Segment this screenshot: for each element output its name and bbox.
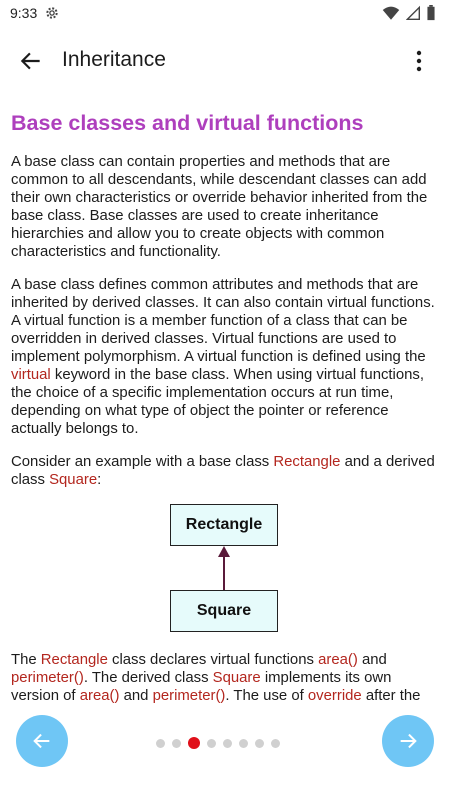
page-dot[interactable] bbox=[156, 739, 165, 748]
previous-page-button[interactable] bbox=[16, 715, 68, 767]
page-indicator bbox=[156, 737, 280, 749]
text-run: class declares virtual functions bbox=[107, 652, 319, 668]
text-run: . The derived class bbox=[83, 670, 213, 686]
text-run: keyword in the base class. When using virtual functions, the choice of a specific implementation occurs at run time, depending on what type of object the pointer or reference actually belongs to. bbox=[11, 367, 425, 437]
text-run: and a derived class bbox=[11, 454, 435, 488]
paragraph-virtual-functions bbox=[11, 276, 441, 438]
paragraph-explanation bbox=[11, 651, 441, 705]
keyword-override: override bbox=[307, 688, 362, 704]
more-vert-icon[interactable] bbox=[408, 48, 430, 74]
keyword-rectangle: Rectangle bbox=[40, 652, 108, 668]
gear-icon bbox=[44, 5, 60, 21]
keyword-area: area() bbox=[318, 652, 358, 668]
page-dot[interactable] bbox=[223, 739, 232, 748]
text-run: implements its own version of bbox=[11, 670, 392, 704]
text-run: and bbox=[357, 652, 387, 668]
paragraph-example bbox=[11, 453, 441, 489]
status-time: 9:33 bbox=[10, 5, 38, 21]
back-arrow-icon[interactable] bbox=[18, 48, 44, 74]
battery-icon bbox=[426, 5, 436, 21]
keyword-perimeter: perimeter() bbox=[152, 688, 226, 704]
keyword-area: area() bbox=[79, 688, 120, 704]
paragraph-intro: A base class can contain properties and methods that are common to all descendants, while descendant classes can add their own characteristics or override behavior inherited from the base class. Base classes are used to create inheritance hierarchies and allow you to create objects with common characteristics and functionality. bbox=[11, 154, 428, 260]
keyword-rectangle: Rectangle bbox=[273, 454, 341, 470]
keyword-square: Square bbox=[212, 670, 261, 686]
page-dot[interactable] bbox=[207, 739, 216, 748]
page-title: Inheritance bbox=[62, 48, 166, 71]
next-page-button[interactable] bbox=[382, 715, 434, 767]
signal-icon bbox=[406, 5, 420, 21]
wifi-icon bbox=[382, 5, 400, 21]
status-icons bbox=[382, 5, 436, 21]
page-dot-active[interactable] bbox=[188, 737, 200, 749]
page-dot[interactable] bbox=[172, 739, 181, 748]
text-run: The bbox=[11, 652, 41, 668]
inheritance-arrow bbox=[218, 546, 230, 590]
text-run: Consider an example with a base class bbox=[11, 454, 274, 470]
text-run: and bbox=[119, 688, 153, 704]
article-heading: Base classes and virtual functions bbox=[11, 111, 364, 135]
app-bar bbox=[0, 28, 450, 92]
article-content[interactable] bbox=[0, 92, 450, 707]
text-run: after the bbox=[361, 688, 421, 704]
keyword-perimeter: perimeter() bbox=[11, 670, 84, 686]
diagram-box-derived: Square bbox=[170, 590, 278, 632]
page-dot[interactable] bbox=[255, 739, 264, 748]
diagram-box-base: Rectangle bbox=[170, 504, 278, 546]
bottom-navigation bbox=[0, 707, 450, 800]
text-run: A base class defines common attributes and methods that are inherited by derived classes. It can also contain virtual functions. A virtual function is a member function of a class that can be overridden in derived classes. Virtual functions are used to implement polymorphism. A virtual function is defined using the bbox=[11, 277, 435, 365]
page-dot[interactable] bbox=[271, 739, 280, 748]
page-dot[interactable] bbox=[239, 739, 248, 748]
inheritance-diagram bbox=[170, 504, 282, 632]
next-arrow-icon bbox=[397, 730, 419, 752]
keyword-square: Square bbox=[49, 472, 98, 488]
status-bar bbox=[0, 0, 450, 28]
keyword-virtual: virtual bbox=[11, 367, 51, 383]
text-run: . The use of bbox=[225, 688, 308, 704]
text-run: : bbox=[97, 472, 102, 488]
prev-arrow-icon bbox=[31, 730, 53, 752]
